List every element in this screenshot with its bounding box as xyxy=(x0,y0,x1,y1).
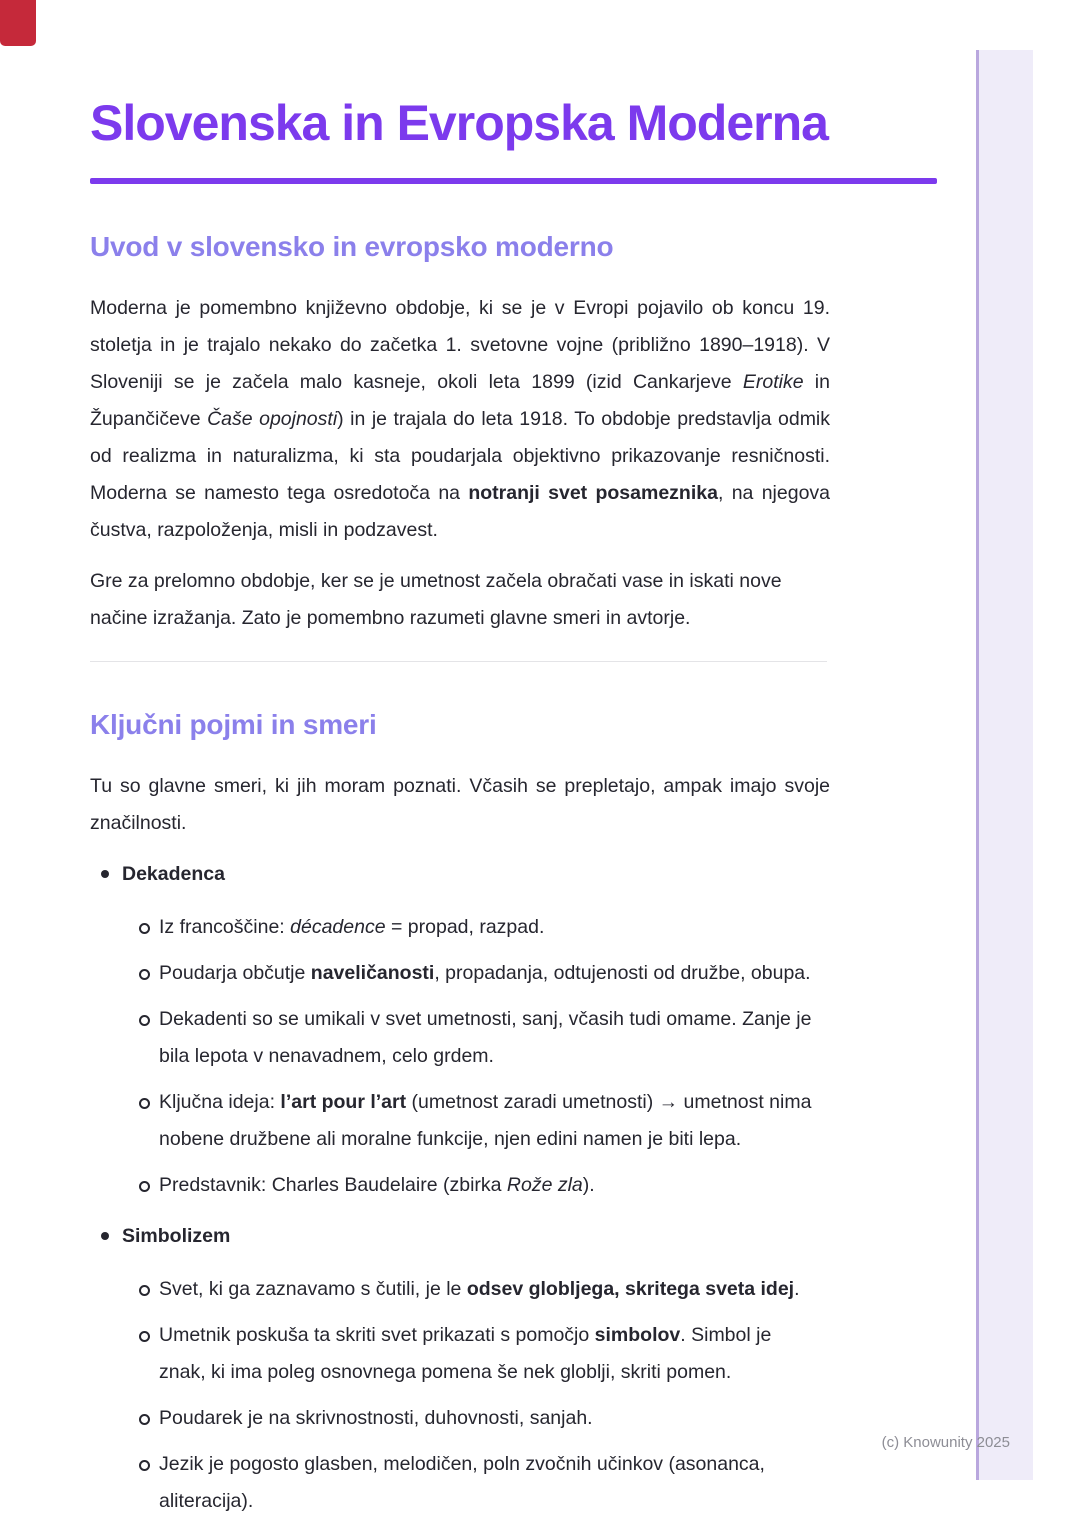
title-underline xyxy=(90,178,937,184)
text-run: ) in je trajala do leta 1918. To obdobje predstavlja odmik od realizma in naturalizma, ki sta poudarjala objektivno prikazovanje resničnosti. Moderna se namesto tega osredotoča na xyxy=(90,408,831,504)
page-title: Slovenska in Evropska Moderna xyxy=(90,95,828,151)
italic-text: Rože zla xyxy=(506,1174,583,1196)
topic-subitem xyxy=(137,1084,813,1158)
text-run: Poudarja občutje xyxy=(159,962,311,984)
text-run: ). xyxy=(582,1174,595,1196)
paragraph xyxy=(90,563,830,637)
text-run: Jezik je pogosto glasben, melodičen, poln zvočnih učinkov (asonanca, aliteracija). xyxy=(159,1453,765,1512)
topic-term: Simbolizem xyxy=(122,1225,231,1247)
text-run: Tu so glavne smeri, ki jih moram poznati. Včasih se prepletajo, ampak imajo svoje značilnosti. xyxy=(90,775,830,834)
topic-subitem xyxy=(137,1400,813,1437)
document-sections xyxy=(90,230,830,1520)
bold-text: naveličanosti xyxy=(310,962,435,984)
text-run: Gre za prelomno obdobje, ker se je umetnost začela obračati vase in iskati nove načine izražanja. Zato je pomembno razumeti glavne smeri in avtorje. xyxy=(90,570,782,629)
paragraph xyxy=(90,768,830,842)
text-run: = propad, razpad. xyxy=(385,916,545,938)
text-run: Svet, ki ga zaznavamo s čutili, je le xyxy=(159,1278,467,1300)
italic-text: décadence xyxy=(290,916,386,938)
text-run: (umetnost zaradi umetnosti) → umetnost nima nobene družbene ali moralne funkcije, njen edini namen je biti lepa. xyxy=(159,1091,812,1150)
topic-subitem xyxy=(137,1001,813,1075)
text-run: . Simbol je znak, ki ima poleg osnovnega pomena še nek globlji, skriti pomen. xyxy=(159,1324,772,1383)
text-run: , propadanja, odtujenosti od družbe, obupa. xyxy=(434,962,811,984)
topic-subitem xyxy=(137,909,813,946)
text-run: Umetnik poskuša ta skriti svet prikazati s pomočjo xyxy=(159,1324,595,1346)
section-divider xyxy=(90,661,827,662)
corner-accent-mark xyxy=(0,0,36,46)
section-heading: Ključni pojmi in smeri xyxy=(90,709,377,740)
italic-text: Čaše opojnosti xyxy=(207,408,338,430)
topic-list xyxy=(90,856,830,1520)
text-run: Ključna ideja: xyxy=(159,1091,281,1113)
section xyxy=(90,708,830,1520)
paragraph xyxy=(90,290,830,549)
section-heading: Uvod v slovensko in evropsko moderno xyxy=(90,231,614,262)
text-run: , na njegova čustva, razpoloženja, misli in podzavest. xyxy=(90,482,831,541)
bold-text: simbolov xyxy=(594,1324,681,1346)
text-run: Predstavnik: Charles Baudelaire (zbirka xyxy=(159,1174,507,1196)
topic-item xyxy=(90,1218,830,1520)
topic-subitem xyxy=(137,1271,813,1308)
text-run: in Župančičeve xyxy=(90,371,830,430)
topic-term: Dekadenca xyxy=(122,863,225,885)
bold-text: l’art pour l’art xyxy=(280,1091,407,1113)
section xyxy=(90,230,830,662)
bold-text: notranji svet posameznika xyxy=(468,482,718,504)
topic-sublist xyxy=(122,909,830,1204)
document-page xyxy=(90,96,830,1520)
text-run: . xyxy=(794,1278,800,1300)
text-run: Dekadenti so se umikali v svet umetnosti, sanj, včasih tudi omame. Zanje je bila lepota v nenavadnem, celo grdem. xyxy=(159,1008,812,1067)
text-run: Poudarek je na skrivnostnosti, duhovnosti, sanjah. xyxy=(159,1407,593,1429)
text-run: Moderna je pomembno književno obdobje, ki se je v Evropi pojavilo ob koncu 19. stoletja in je trajalo nekako do začetka 1. svetovne vojne (približno 1890–1918). V Sloveniji se je začela malo kasneje, okoli leta 1899 (izid Cankarjeve xyxy=(90,297,830,393)
topic-subitem xyxy=(137,1446,813,1520)
topic-item xyxy=(90,856,830,1204)
text-run: Iz francoščine: xyxy=(159,916,291,938)
italic-text: Erotike xyxy=(742,371,804,393)
bold-text: odsev globljega, skritega sveta idej xyxy=(466,1278,795,1300)
side-stripe xyxy=(976,50,1033,1480)
topic-subitem xyxy=(137,1167,813,1204)
topic-subitem xyxy=(137,955,813,992)
copyright-note: (c) Knowunity 2025 xyxy=(881,1434,1010,1451)
topic-sublist xyxy=(122,1271,830,1520)
topic-subitem xyxy=(137,1317,813,1391)
